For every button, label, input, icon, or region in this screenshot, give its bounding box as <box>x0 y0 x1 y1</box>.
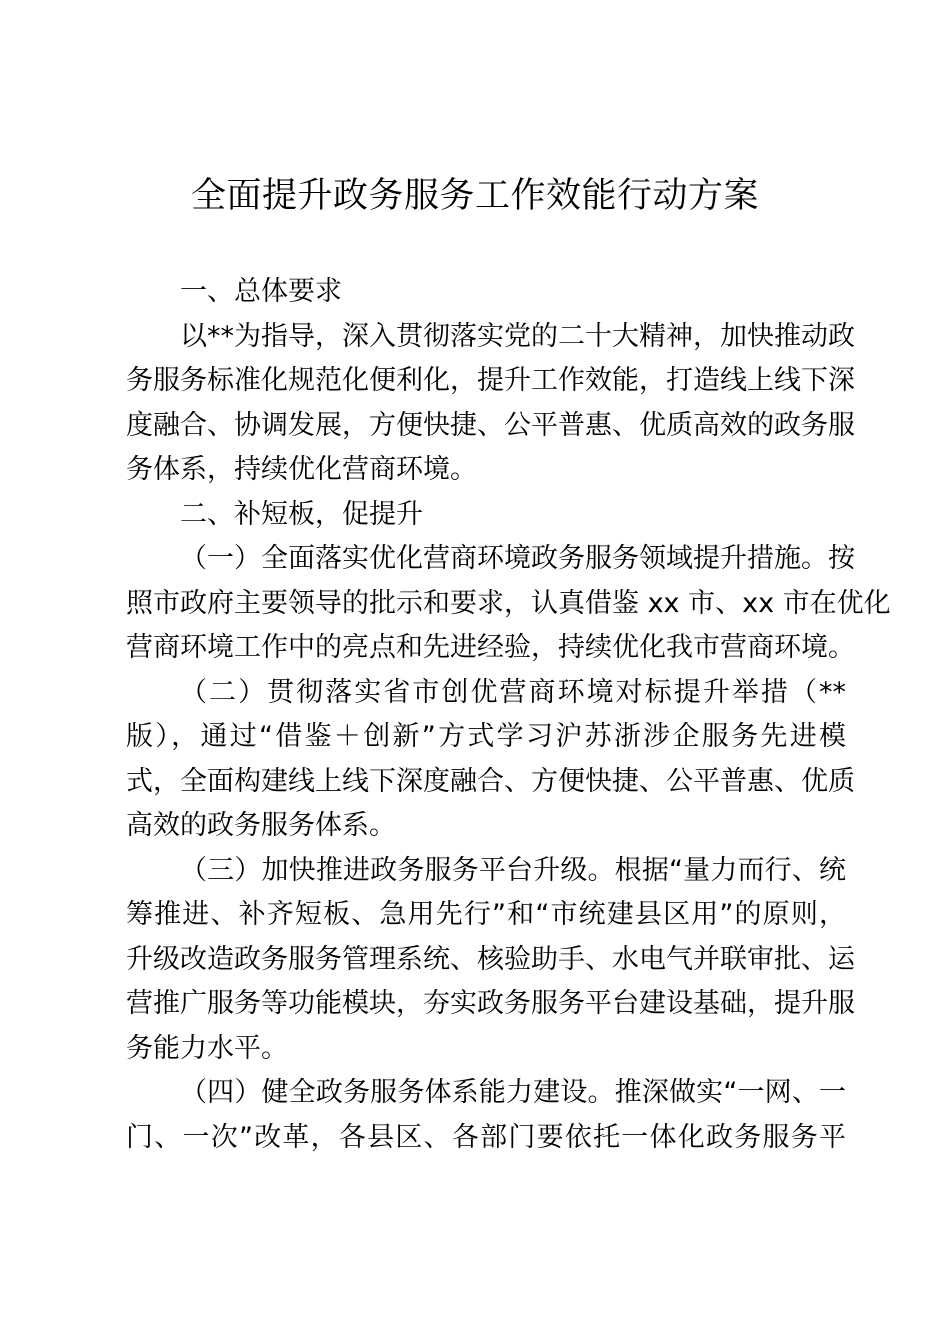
paragraph-line: 务服务标准化规范化便利化，提升工作效能，打造线上线下深 <box>126 365 855 396</box>
paragraph-line: 门、一次”改革，各县区、各部门要依托一体化政务服务平 <box>126 1121 846 1153</box>
paragraph-line: （三）加快推进政务服务平台升级。根据“量力而行、统 <box>180 854 846 886</box>
document-title: 全面提升政务服务工作效能行动方案 <box>190 176 759 216</box>
paragraph-line: （四）健全政务服务体系能力建设。推深做实“一网、一 <box>180 1077 846 1108</box>
paragraph-line: 升级改造政务服务管理系统、核验助手、水电气并联审批、运 <box>126 943 855 975</box>
paragraph-line: 营商环境工作中的亮点和先进经验，持续优化我市营商环境。 <box>126 632 855 663</box>
paragraph-line: 照市政府主要领导的批示和要求，认真借鉴 xx 市、xx 市在优化 <box>126 587 891 619</box>
paragraph-line: 营推广服务等功能模块，夯实政务服务平台建设基础，提升服 <box>126 988 855 1019</box>
paragraph-line: 式，全面构建线上线下深度融合、方便快捷、公平普惠、优质 <box>126 765 855 797</box>
paragraph-line: 版），通过“借鉴＋创新”方式学习沪苏浙涉企服务先进模 <box>126 721 846 752</box>
paragraph-line: （二）贯彻落实省市创优营商环境对标提升举措（** <box>180 676 846 708</box>
paragraph-line: 度融合、协调发展，方便快捷、公平普惠、优质高效的政务服 <box>126 409 855 441</box>
document-body <box>126 270 891 1160</box>
paragraph-line: 以**为指导，深入贯彻落实党的二十大精神，加快推动政 <box>180 320 855 352</box>
paragraph-line: 筹推进、补齐短板、急用先行”和“市统建县区用”的原则， <box>126 899 846 930</box>
section-heading: 一、总体要求 <box>180 276 342 307</box>
paragraph-line: 务能力水平。 <box>126 1032 288 1064</box>
paragraph-line: 高效的政务服务体系。 <box>126 810 396 841</box>
paragraph-line: 务体系，持续优化营商环境。 <box>126 454 477 485</box>
section-heading: 二、补短板，促提升 <box>180 498 423 530</box>
paragraph-line: （一）全面落实优化营商环境政务服务领域提升措施。按 <box>180 543 855 574</box>
